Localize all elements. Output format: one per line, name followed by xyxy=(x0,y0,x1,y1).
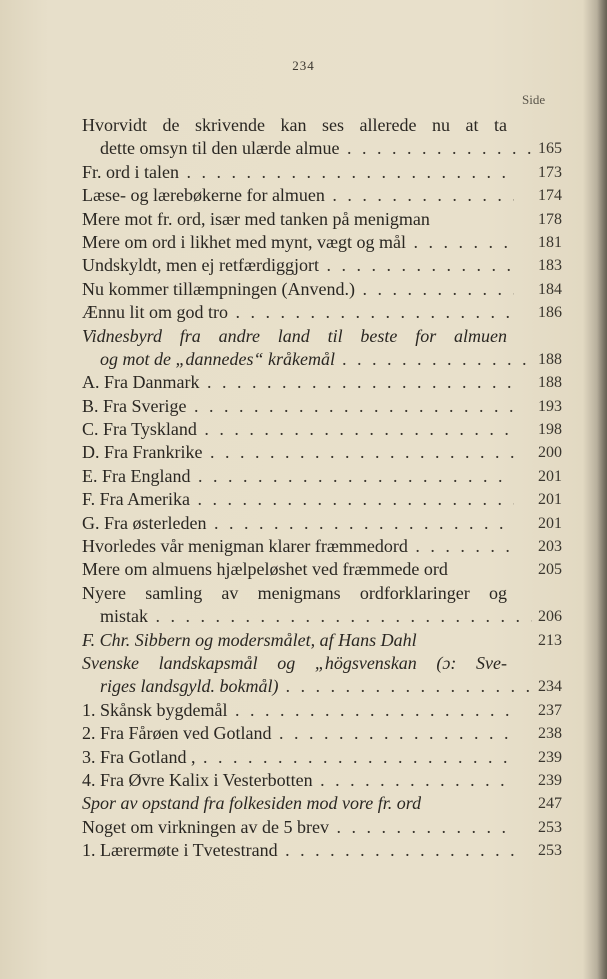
toc-entry xyxy=(82,652,562,675)
toc-entry-page: 184 xyxy=(538,280,562,298)
toc-entry-title: Mere mot fr. ord, især med tanken på menigman xyxy=(82,208,430,229)
toc-entry-title: Nu kommer tillæmpningen (Anvend.) . . . xyxy=(82,278,514,301)
toc-entry-title: Undskyldt, men ej retfærdiggjort . . . xyxy=(82,254,514,277)
toc-entry xyxy=(82,441,562,464)
toc-entry-page: 205 xyxy=(538,561,562,579)
toc-entry xyxy=(82,395,562,418)
toc-entry xyxy=(82,114,562,137)
toc-entry-title: 1. Skånsk bygdemål . . . xyxy=(82,699,514,722)
toc-entry-title: 3. Fra Gotland , . . . xyxy=(82,746,514,769)
table-of-contents xyxy=(82,114,562,863)
toc-entry xyxy=(82,184,562,207)
toc-entry-title: Hvorvidt de skrivende kan ses allerede nu at ta xyxy=(82,115,507,135)
toc-entry-title: A. Fra Danmark . . . xyxy=(82,371,514,394)
toc-entry-page: 188 xyxy=(538,374,562,392)
toc-entry-title: 4. Fra Øvre Kalix i Vesterbotten . . . xyxy=(82,769,514,792)
toc-entry-title: dette omsyn til den ulærde almue . . . xyxy=(100,137,532,160)
toc-entry-page: 173 xyxy=(538,163,562,181)
toc-entry-title: Noget om virkningen av de 5 brev . . . xyxy=(82,816,514,839)
toc-entry-title: Svenske landskapsmål og „högsvenskan (ɔ: Sve- xyxy=(82,652,507,673)
toc-entry-title: Spor av opstand fra folkesiden mod vore fr. ord xyxy=(82,793,422,814)
toc-entry-title: B. Fra Sverige . . . xyxy=(82,395,514,418)
toc-entry-page: 200 xyxy=(538,444,562,462)
toc-entry-title: F. Fra Amerika . . . xyxy=(82,488,514,511)
toc-entry-title: riges landsgyld. bokmål) . . . xyxy=(100,675,532,698)
toc-entry-page: 239 xyxy=(538,771,562,789)
toc-entry-title: 2. Fra Fårøen ved Gotland . . . xyxy=(82,722,514,745)
toc-entry-page: 239 xyxy=(538,748,562,766)
toc-entry-title: Fr. ord i talen . . . xyxy=(82,161,514,184)
toc-entry xyxy=(82,746,562,769)
toc-entry-page: 253 xyxy=(538,818,562,836)
toc-entry-title: Mere om almuens hjælpeløshet ved fræmmede ord xyxy=(82,559,448,580)
toc-entry-title: 1. Lærermøte i Tvetestrand . . . xyxy=(82,839,514,862)
toc-entry-page: 183 xyxy=(538,257,562,275)
toc-entry xyxy=(82,418,562,441)
toc-entry xyxy=(82,137,562,160)
toc-entry xyxy=(82,465,562,488)
book-spine-shadow xyxy=(597,0,607,979)
toc-entry-page: 186 xyxy=(538,304,562,322)
toc-entry xyxy=(82,769,562,792)
toc-entry xyxy=(82,582,562,605)
toc-entry-title: mistak . . . xyxy=(100,605,532,628)
toc-entry-title: D. Fra Frankrike . . . xyxy=(82,441,514,464)
toc-entry-title: Mere om ord i likhet med mynt, vægt og mål . . . xyxy=(82,231,514,254)
page-column-header: Side xyxy=(522,92,546,107)
toc-entry xyxy=(82,535,562,558)
toc-entry-title: Ænnu lit om god tro . . . xyxy=(82,301,514,324)
toc-entry-title: Hvorledes vår menigman klarer fræmmedord . . . xyxy=(82,535,514,558)
toc-entry-page: 201 xyxy=(538,491,562,509)
toc-entry xyxy=(82,254,562,277)
toc-entry xyxy=(82,325,562,348)
toc-entry xyxy=(82,792,562,815)
toc-entry-title: G. Fra østerleden . . . xyxy=(82,512,514,535)
toc-entry-page: 198 xyxy=(538,421,562,439)
toc-entry xyxy=(82,558,562,581)
toc-entry-page: 193 xyxy=(538,397,562,415)
toc-entry xyxy=(82,301,562,324)
toc-entry-page: 237 xyxy=(538,701,562,719)
toc-entry-page: 206 xyxy=(538,608,562,626)
toc-entry-page: 203 xyxy=(538,538,562,556)
toc-entry xyxy=(82,488,562,511)
toc-entry-page: 234 xyxy=(538,678,562,696)
toc-entry xyxy=(82,699,562,722)
toc-entry-page: 213 xyxy=(538,631,562,649)
toc-entry-page: 201 xyxy=(538,514,562,532)
toc-entry xyxy=(82,605,562,628)
toc-entry xyxy=(82,208,562,231)
toc-entry xyxy=(82,629,562,652)
toc-entry-title: og mot de „dannedes“ kråkemål . . . xyxy=(100,348,532,371)
toc-entry xyxy=(82,161,562,184)
toc-entry xyxy=(82,675,562,698)
toc-entry xyxy=(82,371,562,394)
toc-entry-page: 165 xyxy=(538,140,562,158)
page-number: 234 xyxy=(292,58,315,73)
toc-entry xyxy=(82,348,562,371)
toc-entry xyxy=(82,231,562,254)
toc-entry xyxy=(82,278,562,301)
toc-entry-page: 253 xyxy=(538,842,562,860)
toc-entry-page: 238 xyxy=(538,725,562,743)
toc-entry xyxy=(82,816,562,839)
toc-entry-page: 174 xyxy=(538,187,562,205)
toc-entry-page: 181 xyxy=(538,233,562,251)
toc-entry-page: 178 xyxy=(538,210,562,228)
toc-entry-title: Læse- og lærebøkerne for almuen . . . xyxy=(82,184,514,207)
toc-entry-page: 201 xyxy=(538,467,562,485)
toc-entry xyxy=(82,512,562,535)
toc-entry xyxy=(82,839,562,862)
toc-entry-title: F. Chr. Sibbern og modersmålet, af Hans Dahl xyxy=(82,629,417,650)
toc-entry-title: Vidnesbyrd fra andre land til beste for almuen xyxy=(82,325,507,346)
toc-entry-page: 247 xyxy=(538,795,562,813)
toc-entry-page: 188 xyxy=(538,350,562,368)
toc-entry-title: C. Fra Tyskland . . . xyxy=(82,418,514,441)
toc-entry-title: E. Fra England . . . xyxy=(82,465,514,488)
toc-entry xyxy=(82,722,562,745)
toc-entry-title: Nyere samling av menigmans ordforklaringer og xyxy=(82,582,507,603)
